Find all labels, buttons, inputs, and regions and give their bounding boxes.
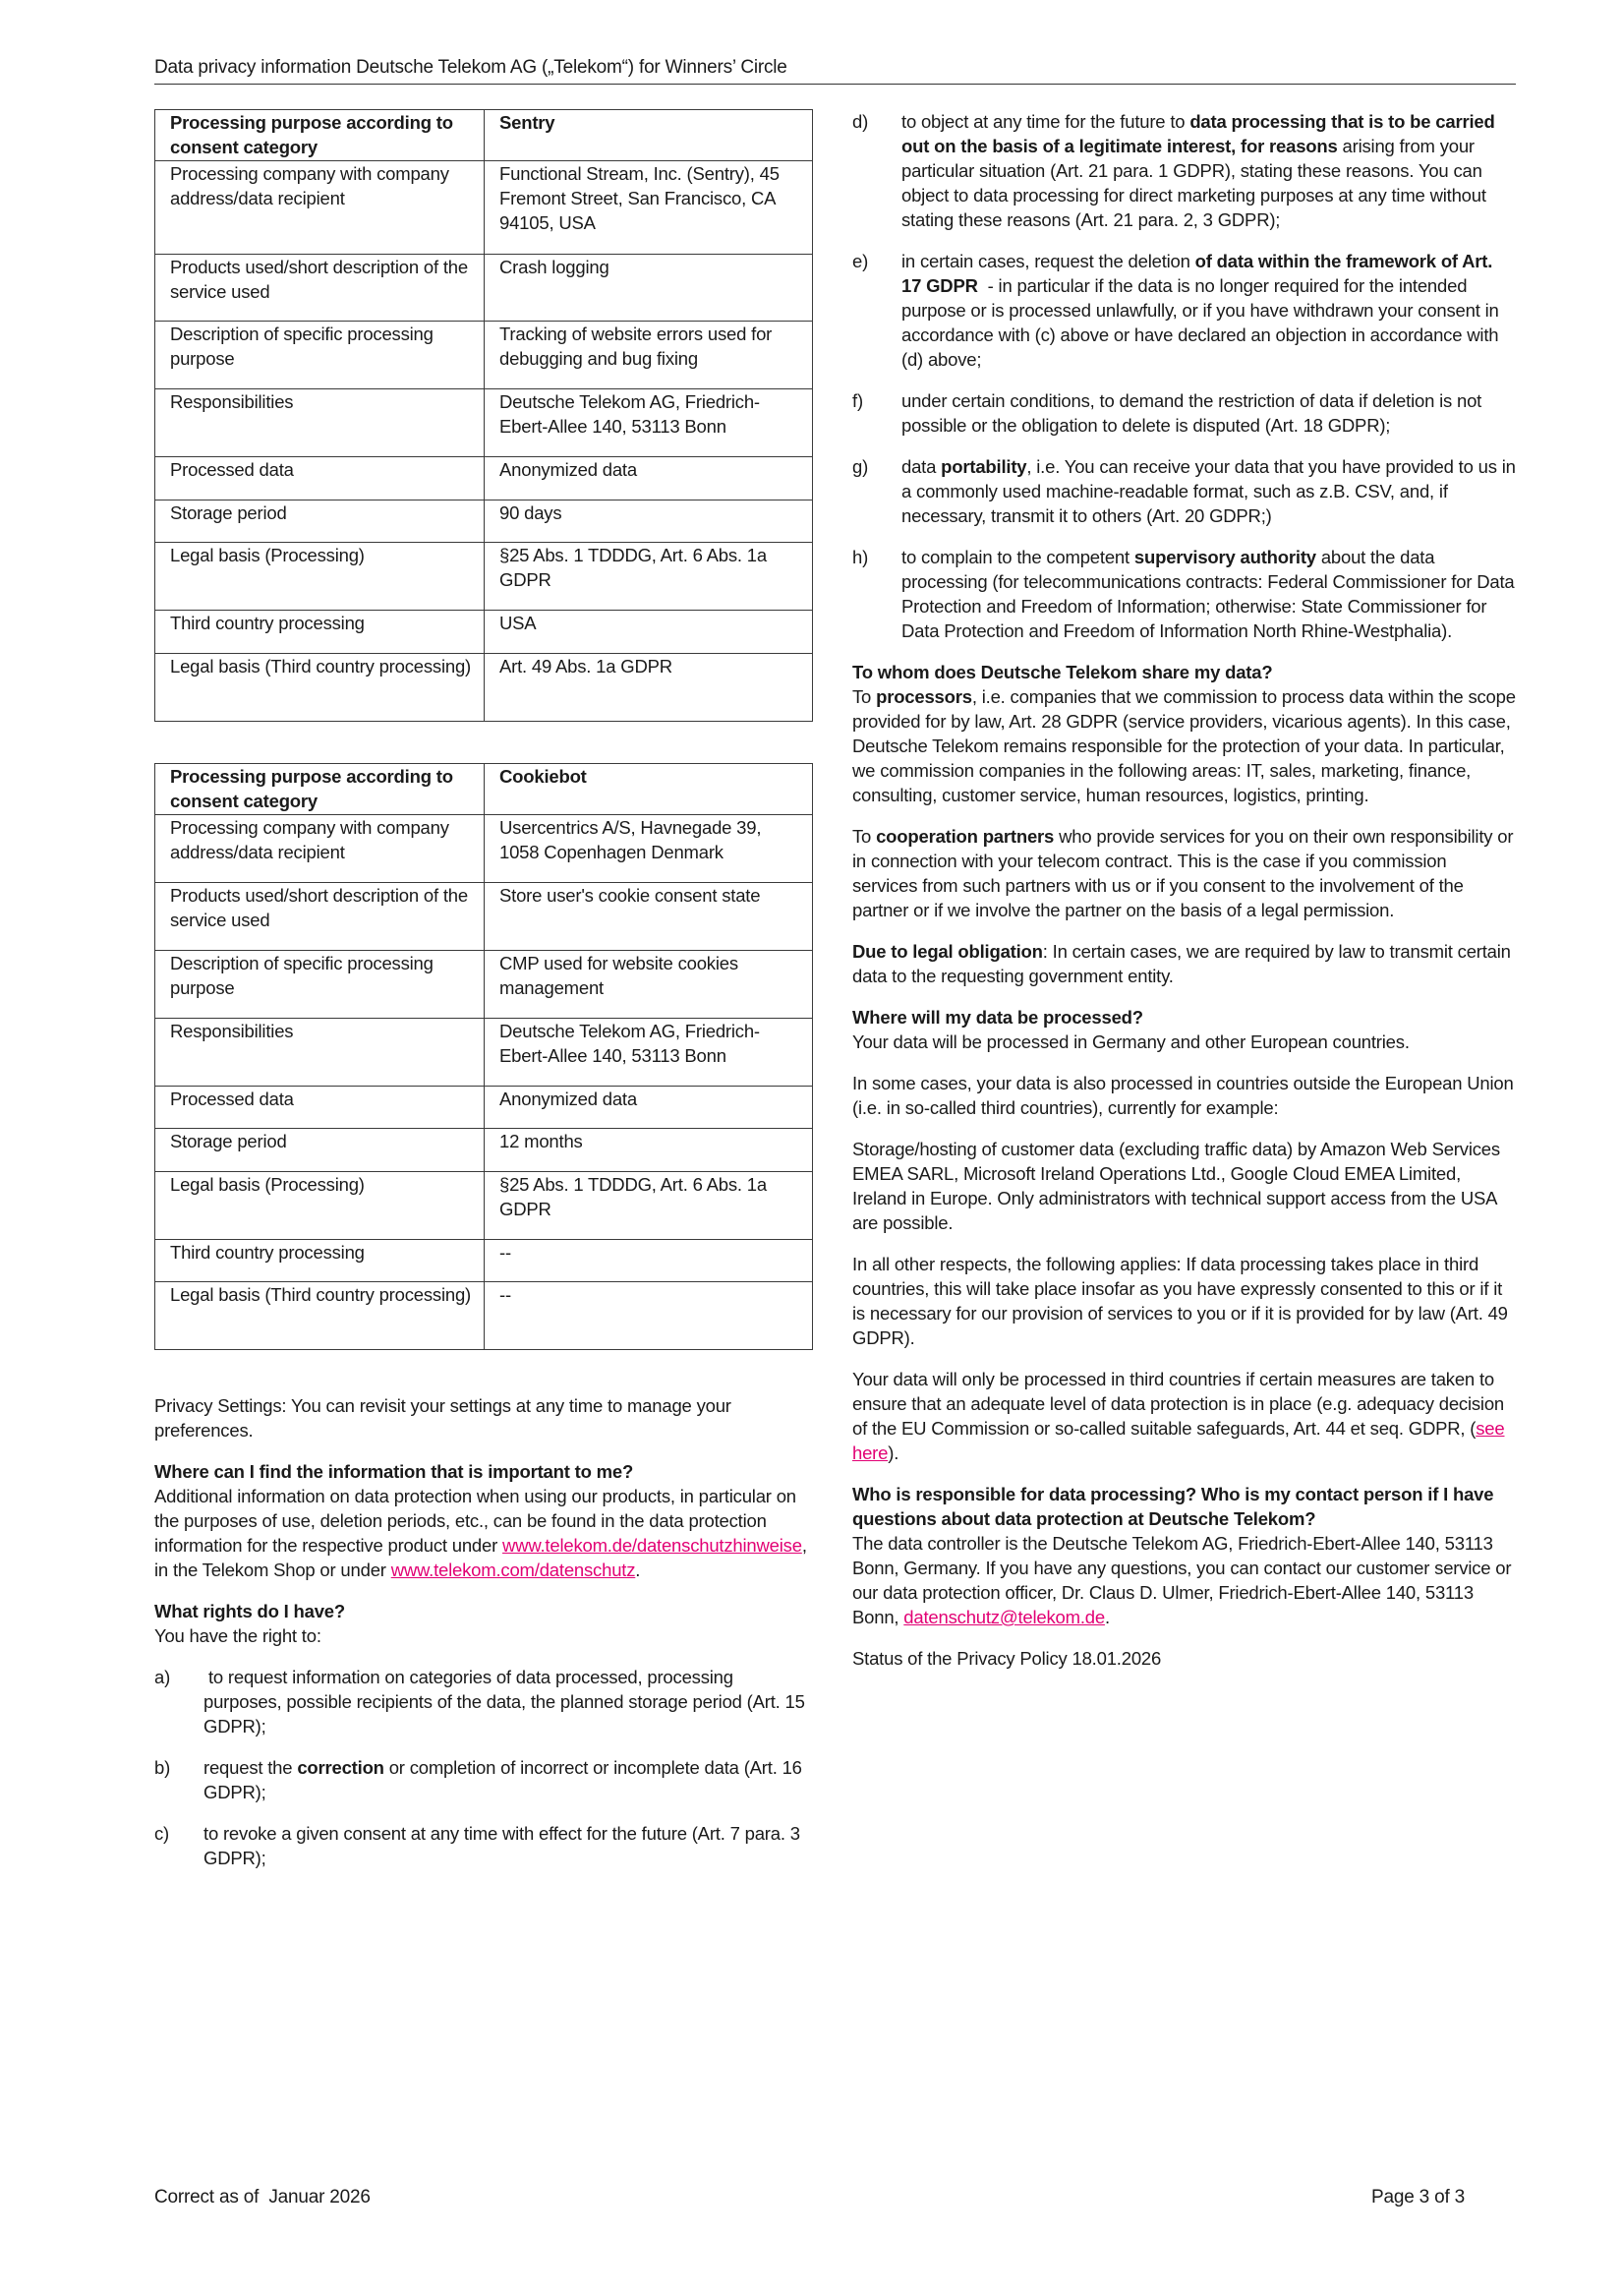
text: To (852, 686, 877, 707)
cookiebot-table (154, 763, 813, 1350)
table-row (155, 1019, 813, 1087)
table-header-value: Cookiebot (485, 764, 813, 815)
text: , i.e. companies that we commission to process data within the scope provided for by law, Art. 28 GDPR (service providers, vicarious agents). In this case, Deutsche Telekom remains responsible for the protection of your data. In particular, we commission companies in the following areas: IT, sales, marketing, finance, consulting, customer service, human resources, logistics, printing. (852, 686, 1516, 805)
item-label: b) (154, 1757, 171, 1778)
row-key: Products used/short description of the service used (155, 883, 485, 951)
row-value: 12 months (485, 1129, 813, 1172)
table-row (155, 500, 813, 543)
info-body: Additional information on data protection when using our products, in particular on the purposes of use, deletion periods, etc., can be found in the data protection information for the respective product under (154, 1486, 796, 1556)
responsible-heading: Who is responsible for data processing? Who is my contact person if I have questions about data protection at Deutsche Telekom? (852, 1484, 1494, 1529)
item-text-pre: to object at any time for the future to (901, 111, 1190, 132)
right-column (852, 109, 1516, 1687)
row-key: Responsibilities (155, 389, 485, 457)
hosting-paragraph: Storage/hosting of customer data (excluding traffic data) by Amazon Web Services EMEA SARL, Microsoft Ireland Operations Ltd., Google Cloud EMEA Limited, Ireland in Europe. Only administrators with technical support access from the USA are possible. (852, 1139, 1500, 1233)
item-text-pre: to complain to the competent (901, 547, 1134, 567)
item-text-post: or completion of incorrect or incomplete data (Art. 16 GDPR); (203, 1757, 802, 1802)
row-key: Description of specific processing purpose (155, 322, 485, 389)
row-value: USA (485, 611, 813, 654)
item-text: under certain conditions, to demand the restriction of data if deletion is not possible or the obligation to delete is disputed (Art. 18 GDPR); (901, 390, 1482, 436)
footer-date: Correct as of Januar 2026 (154, 2187, 371, 2208)
other-respects-paragraph: In all other respects, the following applies: If data processing takes place in third countries, this will take place insofar as you have expressly consented to this or if it is necessary for our provision of services to you or if it is provided for by law (Art. 49 GDPR). (852, 1254, 1508, 1348)
document-title: Data privacy information Deutsche Telekom AG („Telekom“) for Winners’ Circle (154, 57, 787, 78)
where-body: Your data will be processed in Germany and other European countries. (852, 1031, 1410, 1052)
measures-paragraph (852, 1367, 1516, 1465)
item-text: to revoke a given consent at any time with effect for the future (Art. 7 para. 3 GDPR); (203, 1823, 800, 1868)
item-text-bold: supervisory authority (1133, 547, 1316, 567)
item-text: to request information on categories of data processed, processing purposes, possible recipients of the data, the planned storage period (Art. 15 GDPR); (203, 1667, 810, 1737)
text: . (1104, 1607, 1110, 1627)
right-item-e (852, 249, 1516, 372)
text: ). (888, 1442, 899, 1463)
row-key: Third country processing (155, 611, 485, 654)
item-label: d) (852, 111, 869, 132)
item-text-post: - in particular if the data is no longer required for the intended purpose or is processed unlawfully, or if you have withdrawn your consent in accordance with (c) above or have declared an objection in accordance with (d) above; (901, 275, 1504, 370)
row-value: Anonymized data (485, 1087, 813, 1129)
table-row (155, 161, 813, 255)
text: who provide services for you on their own responsibility or in connection with your telecom contract. This is the case if you commission services from such partners with us or if you consent to the involvement of the partner or if we involve the partner on the basis of a legal permission. (852, 826, 1514, 920)
row-key: Legal basis (Processing) (155, 1172, 485, 1240)
item-text-bold: portability (941, 456, 1027, 477)
responsible-paragraph (852, 1531, 1516, 1629)
third-countries-intro: In some cases, your data is also processed in countries outside the European Union (i.e. in so-called third countries), currently for example: (852, 1073, 1514, 1118)
table-row (155, 389, 813, 457)
page-header (154, 55, 1516, 85)
table-row (155, 543, 813, 611)
row-key: Legal basis (Third country processing) (155, 1282, 485, 1350)
cooperation-paragraph (852, 824, 1516, 922)
row-value: Art. 49 Abs. 1a GDPR (485, 654, 813, 722)
info-heading: Where can I find the information that is important to me? (154, 1461, 634, 1482)
right-item-b (154, 1755, 813, 1804)
table-header-row (155, 764, 813, 815)
table-row (155, 1129, 813, 1172)
item-label: f) (852, 390, 863, 411)
where-heading: Where will my data be processed? (852, 1007, 1143, 1028)
item-text-post: arising from your particular situation (Art. 21 para. 1 GDPR), stating these reasons. You can object to data processing for direct marketing purposes at any time without stating these reasons (Art. 21 para. 2, 3 GDPR); (901, 136, 1486, 230)
row-value: Tracking of website errors used for debugging and bug fixing (485, 322, 813, 389)
row-value: Store user's cookie consent state (485, 883, 813, 951)
item-label: g) (852, 456, 869, 477)
table-row (155, 951, 813, 1019)
row-key: Legal basis (Processing) (155, 543, 485, 611)
row-key: Processing company with company address/data recipient (155, 161, 485, 255)
row-key: Storage period (155, 1129, 485, 1172)
table-row (155, 457, 813, 500)
item-text-bold: data processing that is to be carried out on the basis of a legitimate interest, for reasons (901, 111, 1495, 156)
table-row (155, 322, 813, 389)
table-spacer (154, 722, 813, 763)
table-row (155, 1282, 813, 1350)
item-text-bold: of data within the framework of Art. 17 GDPR (901, 251, 1498, 296)
processors-paragraph (852, 684, 1516, 807)
row-key: Processed data (155, 1087, 485, 1129)
item-text-post: about the data processing (for telecommunications contracts: Federal Commissioner for Data Protection and Freedom of Information; otherwise: State Commissioner for Data Protection and Freedom of Information North Rhine-Westphalia). (901, 547, 1515, 641)
table-row (155, 1172, 813, 1240)
item-text (901, 454, 1516, 528)
row-key: Legal basis (Third country processing) (155, 654, 485, 722)
page-number: Page 3 of 3 (1371, 2187, 1465, 2208)
row-value: Anonymized data (485, 457, 813, 500)
rights-heading: What rights do I have? (154, 1601, 345, 1621)
item-text (203, 1755, 813, 1804)
privacy-settings-text: Privacy Settings: You can revisit your settings at any time to manage your preferences. (154, 1395, 731, 1441)
item-text-post: , i.e. You can receive your data that you have provided to us in a commonly used machine-readable format, such as z.B. CSV, and, if necessary, transmit it to others (Art. 20 GDPR;) (901, 456, 1516, 526)
info-end: . (635, 1560, 641, 1580)
spacer (154, 1350, 813, 1393)
row-value: Functional Stream, Inc. (Sentry), 45 Fremont Street, San Francisco, CA 94105, USA (485, 161, 813, 255)
item-label: e) (852, 251, 869, 271)
table-row (155, 1087, 813, 1129)
right-item-f (852, 388, 1516, 438)
table-row (155, 255, 813, 322)
item-label: a) (154, 1667, 171, 1687)
policy-status: Status of the Privacy Policy 18.01.2026 (852, 1648, 1162, 1669)
table-row (155, 1240, 813, 1282)
share-heading: To whom does Deutsche Telekom share my data? (852, 662, 1273, 682)
left-column (154, 109, 813, 1887)
text: The data controller is the Deutsche Telekom AG, Friedrich-Ebert-Allee 140, 53113 Bonn, Germany. If you have any questions, you can contact our customer service or our data protection officer, Dr. Claus D. Ulmer, Friedrich-Ebert-Allee 140, 53113 Bonn, (852, 1533, 1512, 1627)
row-value: 90 days (485, 500, 813, 543)
row-value: Crash logging (485, 255, 813, 322)
row-key: Processing company with company address/data recipient (155, 815, 485, 883)
email-link[interactable]: datenschutz@telekom.de (903, 1607, 1105, 1627)
row-key: Third country processing (155, 1240, 485, 1282)
row-value: Usercentrics A/S, Havnegade 39, 1058 Copenhagen Denmark (485, 815, 813, 883)
item-label: h) (852, 547, 869, 567)
info-paragraph (154, 1484, 813, 1582)
right-item-h (852, 545, 1516, 643)
right-item-a (154, 1665, 813, 1738)
table-row (155, 815, 813, 883)
telekom-de-privacy-link[interactable]: www.telekom.de/datenschutzhinweise (502, 1535, 802, 1556)
bold-text: processors (876, 686, 972, 707)
table-row (155, 654, 813, 722)
item-text-pre: in certain cases, request the deletion (901, 251, 1195, 271)
row-value: Deutsche Telekom AG, Friedrich-Ebert-Allee 140, 53113 Bonn (485, 1019, 813, 1087)
row-value: Deutsche Telekom AG, Friedrich-Ebert-Allee 140, 53113 Bonn (485, 389, 813, 457)
row-value: -- (485, 1282, 813, 1350)
item-label: c) (154, 1823, 170, 1844)
table-header-key: Processing purpose according to consent category (155, 764, 485, 815)
sentry-table (154, 109, 813, 722)
bold-text: Due to legal obligation (852, 941, 1043, 962)
right-item-g (852, 454, 1516, 528)
row-value: §25 Abs. 1 TDDDG, Art. 6 Abs. 1a GDPR (485, 1172, 813, 1240)
row-key: Responsibilities (155, 1019, 485, 1087)
item-text-pre: data (901, 456, 942, 477)
item-text-bold: correction (297, 1757, 384, 1778)
rights-intro: You have the right to: (154, 1625, 321, 1646)
row-value: -- (485, 1240, 813, 1282)
see-here-link[interactable]: see here (852, 1418, 1505, 1463)
item-text (901, 545, 1516, 643)
row-key: Processed data (155, 457, 485, 500)
right-item-d (852, 109, 1516, 232)
legal-obligation-paragraph (852, 939, 1516, 988)
item-text (901, 109, 1516, 232)
table-row (155, 883, 813, 951)
row-key: Description of specific processing purpose (155, 951, 485, 1019)
text: Your data will only be processed in third countries if certain measures are taken to ensure that an adequate level of data protection is in place (e.g. adequacy decision of the EU Commission or so-called suitable safeguards, Art. 44 et seq. GDPR, ( (852, 1369, 1505, 1439)
table-header-key: Processing purpose according to consent category (155, 110, 485, 161)
table-row (155, 611, 813, 654)
telekom-com-privacy-link[interactable]: www.telekom.com/datenschutz (390, 1560, 636, 1580)
row-key: Products used/short description of the service used (155, 255, 485, 322)
item-text-pre: request the (203, 1757, 298, 1778)
right-item-c (154, 1821, 813, 1870)
text: : In certain cases, we are required by law to transmit certain data to the requesting government entity. (852, 941, 1511, 986)
row-key: Storage period (155, 500, 485, 543)
row-value: CMP used for website cookies management (485, 951, 813, 1019)
row-value: §25 Abs. 1 TDDDG, Art. 6 Abs. 1a GDPR (485, 543, 813, 611)
table-header-row (155, 110, 813, 161)
item-text (901, 249, 1516, 372)
text: To (852, 826, 877, 847)
info-mid: , in the Telekom Shop or under (154, 1535, 807, 1580)
table-header-value: Sentry (485, 110, 813, 161)
bold-text: cooperation partners (876, 826, 1055, 847)
